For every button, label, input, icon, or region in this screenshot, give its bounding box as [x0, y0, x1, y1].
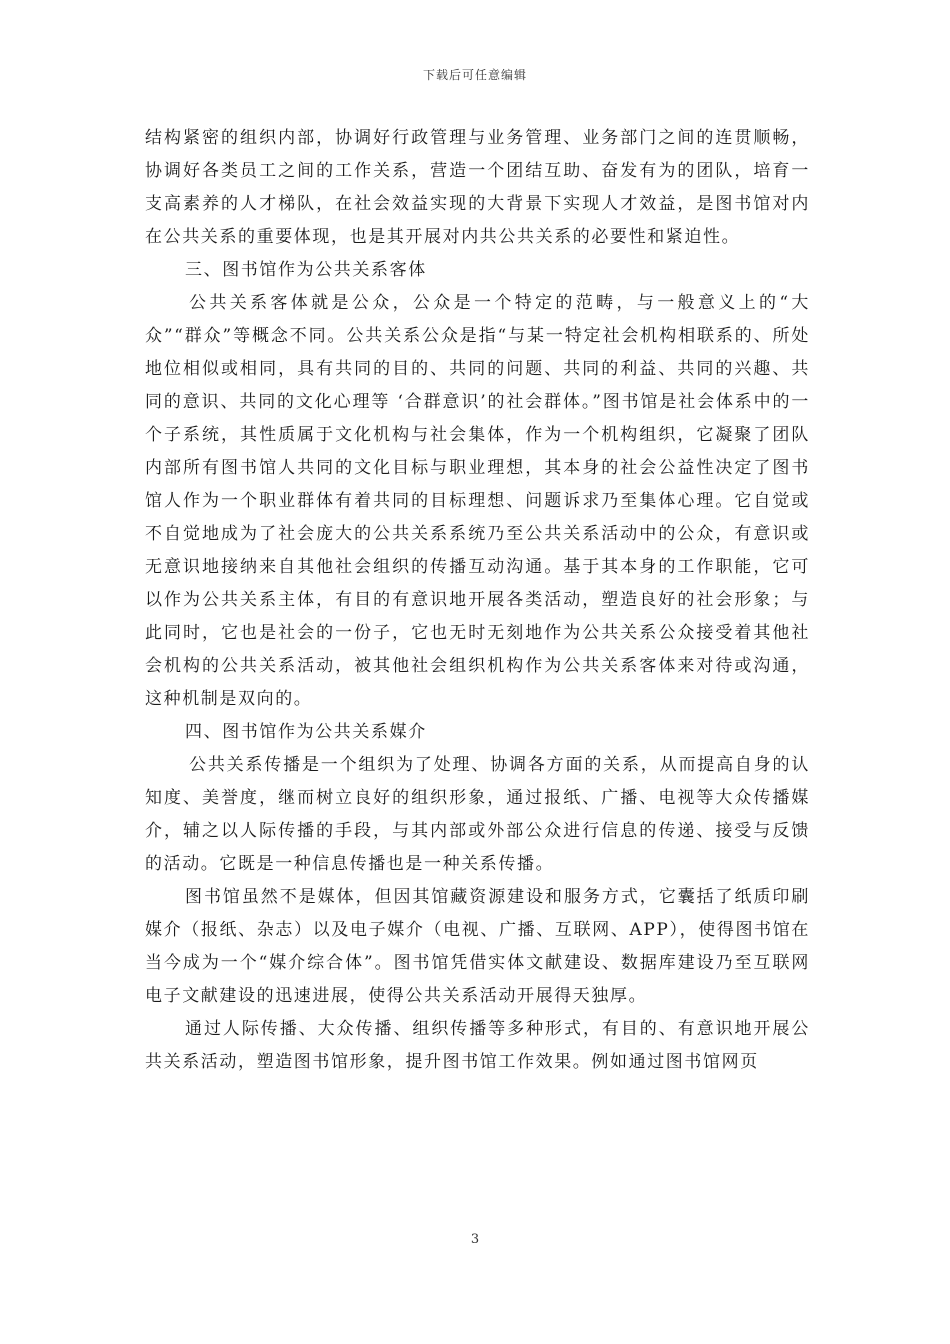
paragraph-communication-forms: 通过人际传播、大众传播、组织传播等多种形式，有目的、有意识地开展公共关系活动，塑造图书馆形象，提升图书馆工作效果。例如通过图书馆网页: [145, 1019, 810, 1072]
section-heading-3: 三、图书馆作为公共关系客体: [185, 260, 427, 280]
page-header: 下载后可任意编辑: [422, 68, 527, 82]
section-heading-4: 四、图书馆作为公共关系媒介: [185, 722, 427, 742]
paragraph-public-object: 公共关系客体就是公众，公众是一个特定的范畴，与一般意义上的“大众”“群众”等概念不同。公共关系公众是指“与某一特定社会机构相联系的、所处地位相似或相同，具有共同的目的、共同的问题、共同的利益、共同的兴趣、共同的意识、共同的文化心理等 ‘合群意识’的社会群体。”图书馆是社会体系中的一个子系统，其性质属于文化机构与社会集体，作为一个机构组织，它凝聚了团队内部所有图书馆人共同的文化目标与职业理想，其本身的社会公益性决定了图书馆人作为一个职业群体有着共同的目标理想、问题诉求乃至集体心理。它自觉或不自觉地成为了社会庞大的公共关系系统乃至公共关系活动中的公众，有意识或无意识地接纳来自其他社会组织的传播互动沟通。基于其本身的工作职能，它可以作为公共关系主体，有目的有意识地开展各类活动，塑造良好的社会形象；与此同时，它也是社会的一份子，它也无时无刻地作为公共关系公众接受着其他社会机构的公共关系活动，被其他社会组织机构作为公共关系客体来对待或沟通，这种机制是双向的。: [145, 293, 810, 709]
paragraph-pr-communication: 公共关系传播是一个组织为了处理、协调各方面的关系，从而提高自身的认知度、美誉度，继而树立良好的组织形象，通过报纸、广播、电视等大众传播媒介，辅之以人际传播的手段，与其内部或外部公众进行信息的传递、接受与反馈的活动。它既是一种信息传播也是一种关系传播。: [145, 755, 810, 874]
document-body: [145, 122, 810, 1079]
paragraph-continuation: 结构紧密的组织内部，协调好行政管理与业务管理、业务部门之间的连贯顺畅，协调好各类员工之间的工作关系，营造一个团结互助、奋发有为的团队，培育一支高素养的人才梯队，在社会效益实现的大背景下实现人才效益，是图书馆对内在公共关系的重要体现，也是其开展对内共公共关系的必要性和紧迫性。: [145, 128, 810, 247]
page-number: 3: [470, 1232, 480, 1247]
paragraph-library-media: 图书馆虽然不是媒体，但因其馆藏资源建设和服务方式，它囊括了纸质印刷媒介（报纸、杂志）以及电子媒介（电视、广播、互联网、APP），使得图书馆在当今成为一个“媒介综合体”。图书馆凭借实体文献建设、数据库建设乃至互联网电子文献建设的迅速进展，使得公共关系活动开展得天独厚。: [145, 887, 810, 1006]
